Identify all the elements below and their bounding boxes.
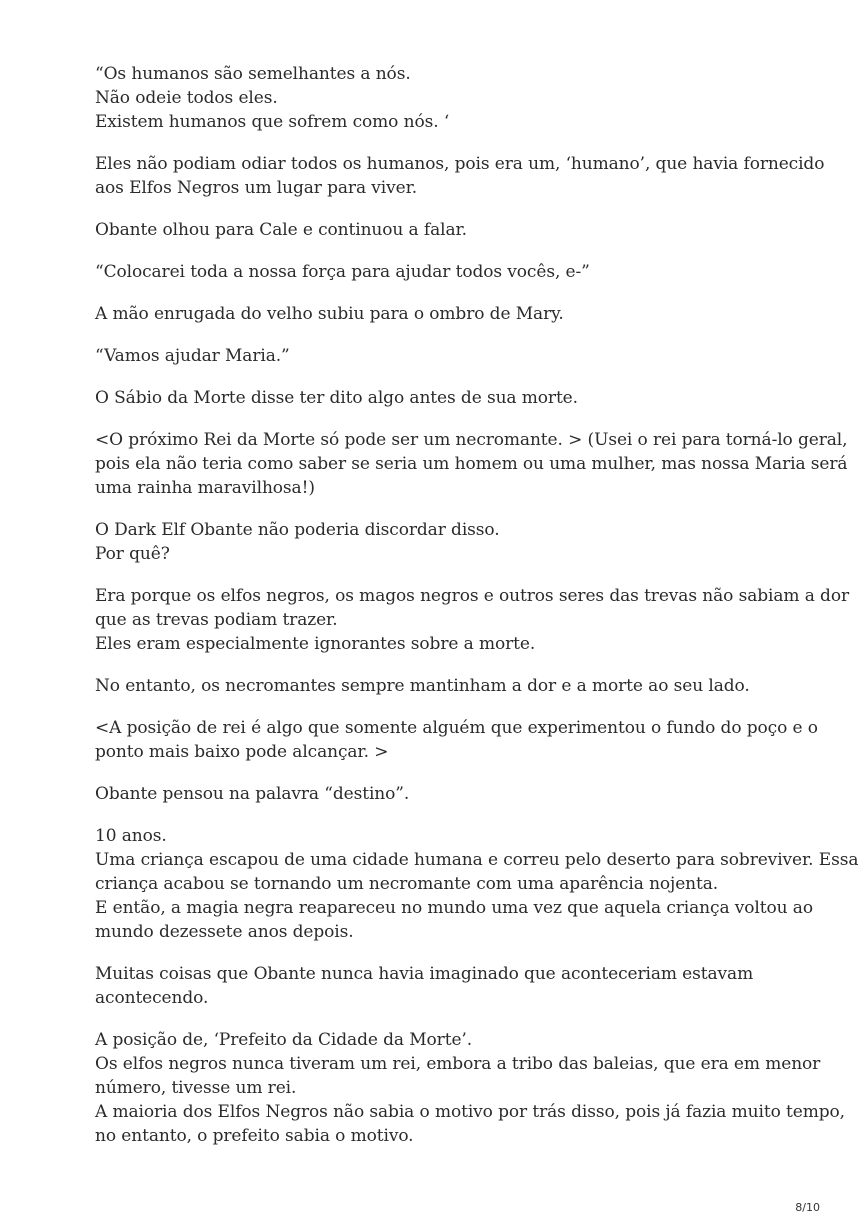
paragraph <box>95 782 785 806</box>
text-line: aos Elfos Negros um lugar para viver. <box>95 178 418 198</box>
text-line: número, tivesse um rei. <box>95 1078 297 1098</box>
text-line: Existem humanos que sofrem como nós. ‘ <box>95 112 450 132</box>
text-line: Obante olhou para Cale e continuou a falar. <box>95 220 467 240</box>
document-body <box>95 62 859 1166</box>
text-line: Eles eram especialmente ignorantes sobre a morte. <box>95 634 536 654</box>
paragraph <box>95 428 848 500</box>
paragraph <box>95 218 785 242</box>
text-line: O Sábio da Morte disse ter dito algo antes de sua morte. <box>95 388 578 408</box>
text-line: “Os humanos são semelhantes a nós. <box>95 64 411 84</box>
text-line: pois ela não teria como saber se seria um homem ou uma mulher, mas nossa Maria será <box>95 454 848 474</box>
paragraph <box>95 62 785 134</box>
text-line: Eles não podiam odiar todos os humanos, pois era um, ‘humano’, que havia fornecido <box>95 154 825 174</box>
text-line: ponto mais baixo pode alcançar. > <box>95 742 389 762</box>
text-line: O Dark Elf Obante não poderia discordar disso. <box>95 520 500 540</box>
text-line: <O próximo Rei da Morte só pode ser um necromante. > (Usei o rei para torná-lo geral, <box>95 430 848 450</box>
paragraph <box>95 824 859 944</box>
text-line: Uma criança escapou de uma cidade humana e correu pelo deserto para sobreviver. Essa <box>95 850 859 870</box>
text-line: E então, a magia negra reapareceu no mundo uma vez que aquela criança voltou ao <box>95 898 813 918</box>
paragraph <box>95 302 785 326</box>
text-line: Por quê? <box>95 544 170 564</box>
paragraph <box>95 518 785 566</box>
paragraph <box>95 962 785 1010</box>
text-line: criança acabou se tornando um necromante com uma aparência nojenta. <box>95 874 719 894</box>
text-line: acontecendo. <box>95 988 209 1008</box>
text-line: “Vamos ajudar Maria.” <box>95 346 290 366</box>
paragraph <box>95 716 818 764</box>
text-line: Muitas coisas que Obante nunca havia imaginado que aconteceriam estavam <box>95 964 754 984</box>
paragraph <box>95 260 785 284</box>
text-line: “Colocarei toda a nossa força para ajudar todos vocês, e-” <box>95 262 590 282</box>
text-line: Não odeie todos eles. <box>95 88 278 108</box>
paragraph <box>95 344 785 368</box>
text-line: Obante pensou na palavra “destino”. <box>95 784 410 804</box>
text-line: no entanto, o prefeito sabia o motivo. <box>95 1126 414 1146</box>
text-line: A maioria dos Elfos Negros não sabia o motivo por trás disso, pois já fazia muito tempo, <box>95 1102 845 1122</box>
paragraph <box>95 1028 845 1148</box>
text-line: Os elfos negros nunca tiveram um rei, embora a tribo das baleias, que era em menor <box>95 1054 821 1074</box>
text-line: No entanto, os necromantes sempre mantinham a dor e a morte ao seu lado. <box>95 676 750 696</box>
text-line: que as trevas podiam trazer. <box>95 610 338 630</box>
text-line: A mão enrugada do velho subiu para o ombro de Mary. <box>95 304 564 324</box>
paragraph <box>95 584 850 656</box>
paragraph <box>95 674 785 698</box>
paragraph <box>95 152 825 200</box>
page-number: 8/10 <box>795 1201 820 1214</box>
paragraph <box>95 386 785 410</box>
text-line: Era porque os elfos negros, os magos negros e outros seres das trevas não sabiam a dor <box>95 586 850 606</box>
text-line: <A posição de rei é algo que somente alguém que experimentou o fundo do poço e o <box>95 718 818 738</box>
text-line: 10 anos. <box>95 826 167 846</box>
text-line: mundo dezessete anos depois. <box>95 922 354 942</box>
text-line: uma rainha maravilhosa!) <box>95 478 315 498</box>
text-line: A posição de, ‘Prefeito da Cidade da Morte’. <box>95 1030 473 1050</box>
